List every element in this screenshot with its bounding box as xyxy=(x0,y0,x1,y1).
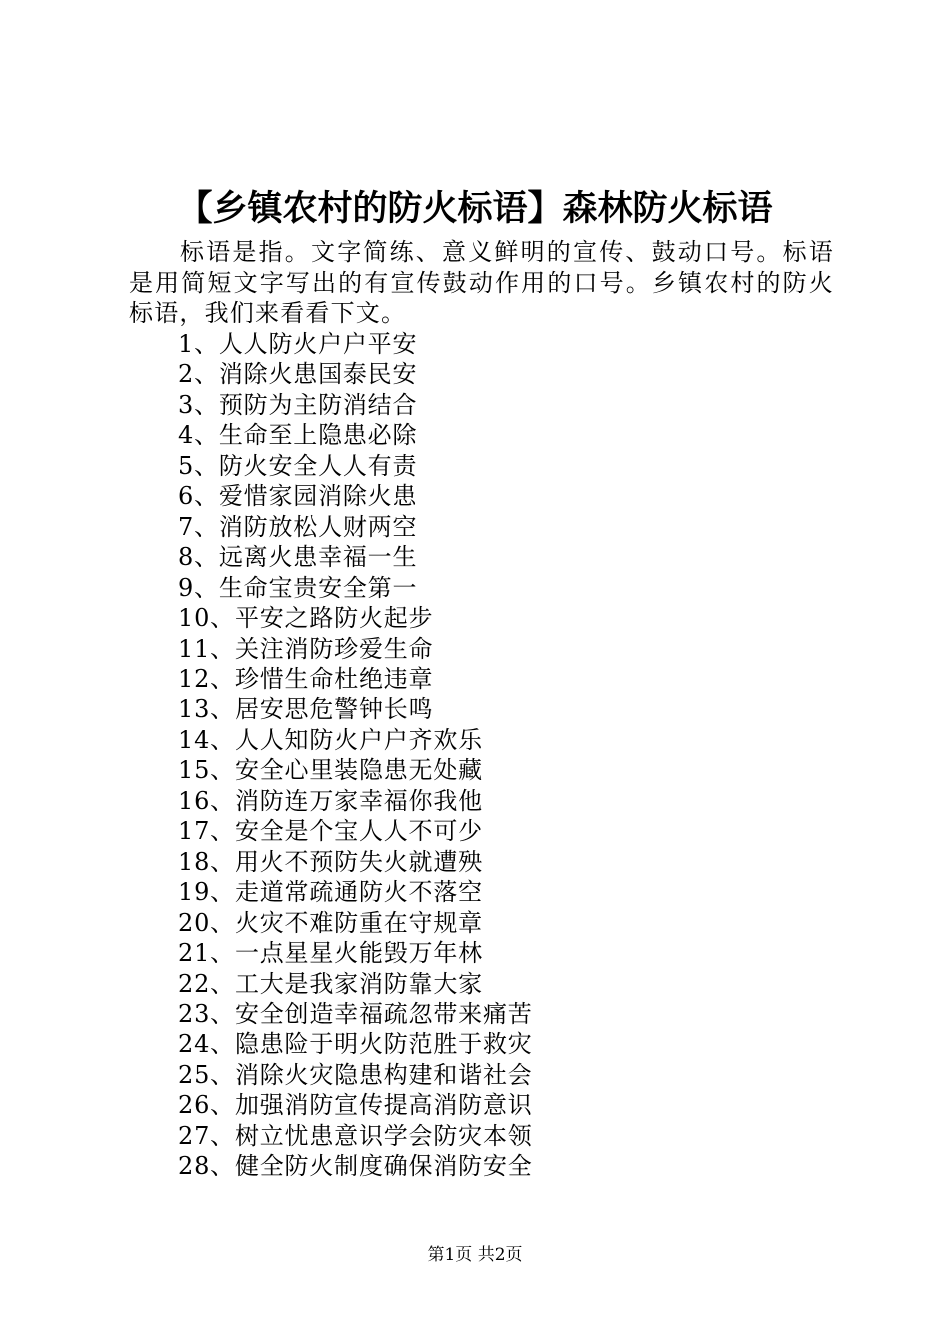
list-item: 25、消除火灾隐患构建和谐社会 xyxy=(178,1060,533,1089)
list-item: 16、消防连万家幸福你我他 xyxy=(178,786,483,815)
list-item: 15、安全心里装隐患无处藏 xyxy=(178,756,483,785)
list-item: 4、生命至上隐患必除 xyxy=(178,421,418,450)
list-item: 9、生命宝贵安全第一 xyxy=(178,573,418,602)
document-title: 【乡镇农村的防火标语】森林防火标语 xyxy=(177,189,773,229)
list-item: 7、消防放松人财两空 xyxy=(178,512,418,541)
list-item: 3、预防为主防消结合 xyxy=(178,390,418,419)
intro-paragraph: 标语是指。文字简练、意义鲜明的宣传、鼓动口号。标语是用简短文字写出的有宣传鼓动作用的口号。乡镇农村的防火标语，我们来看看下文。 xyxy=(129,238,834,327)
list-item: 5、防火安全人人有责 xyxy=(178,451,418,480)
list-item: 22、工大是我家消防靠大家 xyxy=(178,969,483,998)
list-item: 26、加强消防宣传提高消防意识 xyxy=(178,1091,533,1120)
list-item: 2、消除火患国泰民安 xyxy=(178,360,418,389)
list-item: 11、关注消防珍爱生命 xyxy=(178,634,434,663)
list-item: 17、安全是个宝人人不可少 xyxy=(178,817,483,846)
slogan-list xyxy=(178,329,533,1182)
list-item: 8、远离火患幸福一生 xyxy=(178,543,418,572)
list-item: 10、平安之路防火起步 xyxy=(178,604,434,633)
list-item: 14、人人知防火户户齐欢乐 xyxy=(178,725,483,754)
list-item: 1、人人防火户户平安 xyxy=(178,330,418,358)
list-item: 20、火灾不难防重在守规章 xyxy=(178,908,483,937)
list-item: 6、爱惜家园消除火患 xyxy=(178,482,418,511)
list-item: 21、一点星星火能毁万年林 xyxy=(178,939,483,968)
list-item: 12、珍惜生命杜绝违章 xyxy=(178,664,434,693)
list-item: 18、用火不预防失火就遭殃 xyxy=(178,847,483,876)
list-item: 24、隐患险于明火防范胜于救灾 xyxy=(178,1030,533,1059)
list-item: 28、健全防火制度确保消防安全 xyxy=(178,1152,533,1181)
list-item: 19、走道常疏通防火不落空 xyxy=(178,878,483,907)
list-item: 27、树立忧患意识学会防灾本领 xyxy=(178,1121,533,1150)
list-item: 23、安全创造幸福疏忽带来痛苦 xyxy=(178,999,533,1028)
page-footer: 第1页 共2页 xyxy=(427,1245,523,1265)
list-item: 13、居安思危警钟长鸣 xyxy=(178,695,434,724)
